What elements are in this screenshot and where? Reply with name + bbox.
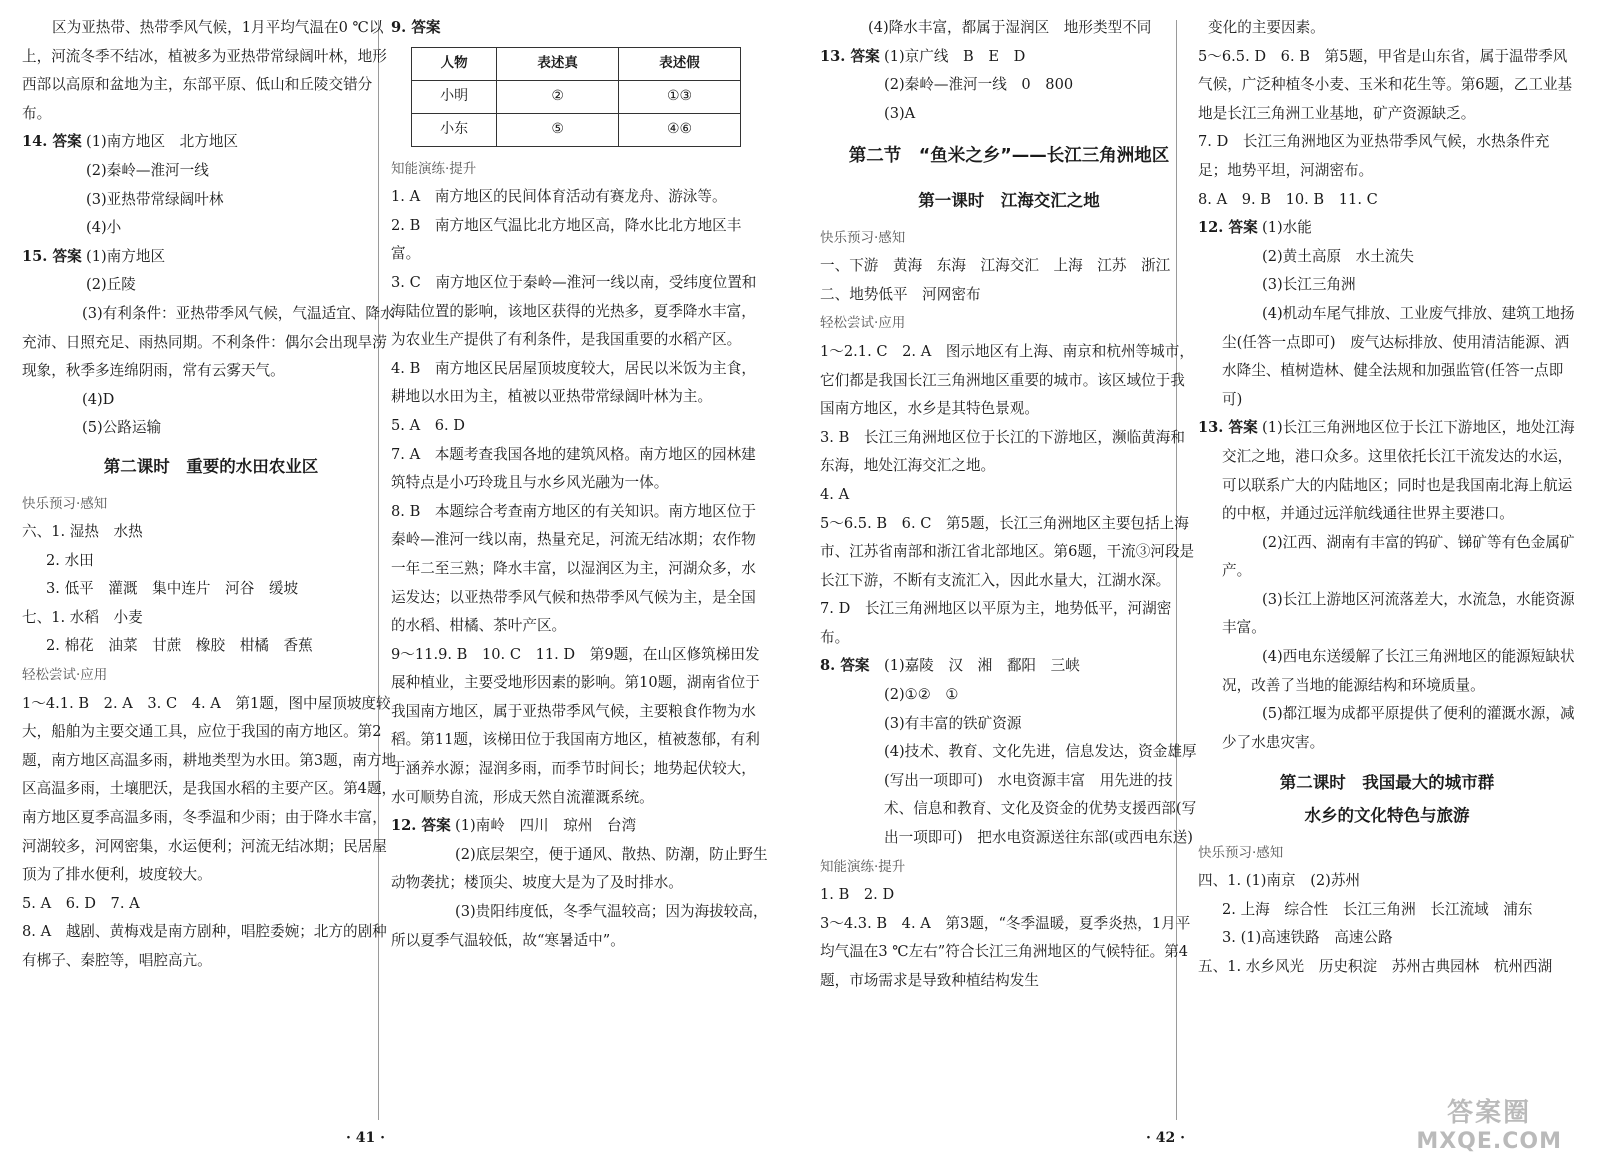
text-line: (4)降水丰富，都属于湿润区 地形类型不同	[868, 19, 1152, 36]
table-row	[412, 80, 741, 113]
table-cell: ⑤	[497, 113, 619, 146]
text-line: 3～4.3. B 4. A 第3题，“冬季温暖，夏季炎热，1月平均气温在3 ℃左右”符合长江三角洲地区的气候特征。第4题，市场需求是导致种植结构发生	[820, 914, 1191, 989]
text-line: (1)南方地区 北方地区	[86, 133, 239, 151]
section-label: 知能演练·提升	[391, 160, 477, 177]
table-header: 表述真	[497, 47, 619, 80]
text-line: 2. B 南方地区气温比北方地区高，降水比北方地区丰富。	[391, 216, 742, 263]
section-label: 快乐预习·感知	[1198, 844, 1284, 861]
text-line: (4)机动车尾气排放、工业废气排放、建筑工地扬尘(任答一点即可) 废气达标排放、使用清洁能源、洒水降尘、植树造林、健全法规和加强监管(任答一点即可)	[1222, 304, 1575, 408]
watermark-line-2: MXQE.COM	[1416, 1129, 1562, 1154]
text-line: (2)丘陵	[86, 276, 136, 294]
text-line: (2)①② ①	[884, 686, 959, 704]
text-line: 8. A 越剧、黄梅戏是南方剧种，唱腔委婉；北方的剧种有梆子、秦腔等，唱腔高亢。	[22, 923, 387, 969]
text-line: 7. D 长江三角洲地区为亚热带季风气候，水热条件充足；地势平坦，河湖密布。	[1198, 133, 1550, 179]
text-line: (1)南方地区	[86, 247, 166, 265]
column-2	[391, 14, 769, 955]
text-line: 4. A	[820, 485, 850, 503]
table-cell: ①③	[619, 80, 741, 113]
watermark-line-1: 答案圈	[1447, 1098, 1532, 1128]
text-line: 六、1. 湿热 水热	[22, 523, 143, 541]
lesson-title: 第二课时 重要的水田农业区	[103, 456, 319, 476]
text-line: 5～6.5. D 6. B 第5题，甲省是山东省，属于温带季风气候，广泛种植冬小麦、玉米和花生等。第6题，乙工业基地是长江三角洲工业基地，矿产资源缺乏。	[1198, 47, 1573, 122]
text-line: 七、1. 水稻 小麦	[22, 608, 143, 626]
lesson-subtitle: 水乡的文化特色与旅游	[1304, 806, 1470, 826]
text-line: (3)长江上游地区河流落差大，水流急，水能资源丰富。	[1222, 590, 1575, 637]
text-line: (4)西电东送缓解了长江三角洲地区的能源短缺状况，改善了当地的能源结构和环境质量。	[1222, 648, 1575, 694]
text-line: 变化的主要因素。	[1208, 19, 1325, 36]
text-line: 7. A 本题考查我国各地的建筑风格。南方地区的园林建筑特点是小巧玲珑且与水乡风光融为一体。	[391, 445, 756, 492]
answer-heading: 12. 答案	[391, 817, 451, 835]
table-row	[412, 113, 741, 146]
column-1	[22, 14, 400, 976]
text-line: (3)贵阳纬度低，冬季气温较高；因为海拔较高，所以夏季气温较低，故“寒暑适中”。	[391, 903, 768, 949]
answer-heading: 9. 答案	[391, 19, 441, 36]
text-line: (5)都江堰为成都平原提供了便利的灌溉水源，减少了水患灾害。	[1222, 705, 1575, 751]
text-line: (2)江西、湖南有丰富的钨矿、锑矿等有色金属矿产。	[1222, 533, 1575, 580]
text-line: (4)D	[82, 390, 115, 408]
section-label: 轻松尝试·应用	[22, 667, 108, 684]
text-line: (2)底层架空，便于通风、散热、防潮，防止野生动物袭扰；楼顶尖、坡度大是为了及时排水。	[391, 845, 768, 892]
table-header: 人物	[412, 47, 497, 80]
answer-heading: 8. 答案	[820, 657, 870, 675]
text-line: (1)水能	[1262, 219, 1312, 237]
section-label: 快乐预习·感知	[820, 229, 906, 246]
text-line: 2. 棉花 油菜 甘蔗 橡胶 柑橘 香蕉	[46, 637, 313, 655]
text-line: 3. C 南方地区位于秦岭—淮河一线以南，受纬度位置和海陆位置的影响，该地区获得的光热多，夏季降水丰富，为农业生产提供了有利条件，是我国重要的水稻产区。	[391, 273, 757, 349]
text-line: 1～2.1. C 2. A 图示地区有上海、南京和杭州等城市，它们都是我国长江三角洲地区重要的城市。该区域位于我国南方地区，水乡是其特色景观。	[820, 342, 1194, 418]
text-line: 区为亚热带、热带季风气候，1月平均气温在0 ℃以上，河流冬季不结冰，植被多为亚热带常绿阔叶林，地形西部以高原和盆地为主，东部平原、低山和丘陵交错分布。	[22, 19, 387, 122]
text-line: (2)黄土高原 水土流失	[1262, 247, 1415, 265]
answer-table	[411, 47, 741, 147]
text-line: (1)京广线 B E D	[884, 47, 1026, 65]
section-label: 快乐预习·感知	[22, 495, 108, 512]
column-3	[820, 14, 1198, 996]
text-line: 3. (1)高速铁路 高速公路	[1222, 929, 1393, 947]
text-line: 3. 低平 灌溉 集中连片 河谷 缓坡	[46, 580, 299, 598]
text-line: 四、1. (1)南京 (2)苏州	[1198, 872, 1361, 890]
text-line: (1)长江三角洲地区位于长江下游地区，地处江海交汇之地，港口众多。这里依托长江干流发达的水运，可以联系广大的内陆地区；同时也是我国南北海上航运的中枢，并通过远洋航线通往世界主要港口。	[1222, 419, 1575, 523]
table-cell: 小明	[412, 80, 497, 113]
text-line: 3. B 长江三角洲地区位于长江的下游地区，濒临黄海和东海，地处江海交汇之地。	[820, 428, 1185, 475]
text-line: (2)秦岭—淮河一线 0 800	[884, 76, 1074, 94]
text-line: (2)秦岭—淮河一线	[86, 161, 209, 179]
text-line: 1. A 南方地区的民间体育活动有赛龙舟、游泳等。	[391, 188, 727, 206]
text-line: 五、1. 水乡风光 历史积淀 苏州古典园林 杭州西湖	[1198, 958, 1553, 975]
text-line: 5. A 6. D	[391, 416, 465, 434]
lesson-title: 第一课时 江海交汇之地	[918, 190, 1100, 210]
text-line: (5)公路运输	[82, 419, 162, 437]
text-line: 二、地势低平 河网密布	[820, 285, 981, 303]
section-label: 轻松尝试·应用	[820, 315, 906, 332]
text-line: 5. A 6. D 7. A	[22, 894, 140, 912]
section-title: 第二节 “鱼米之乡”——长江三角洲地区	[848, 146, 1170, 167]
text-line: 2. 水田	[46, 551, 94, 569]
text-line: 1. B 2. D	[820, 886, 895, 904]
answer-heading: 14. 答案	[22, 133, 82, 151]
table-cell: ②	[497, 80, 619, 113]
lesson-title: 第二课时 我国最大的城市群	[1279, 773, 1495, 793]
answer-heading: 13. 答案	[820, 47, 880, 65]
answer-heading: 13. 答案	[1198, 419, 1258, 437]
column-4	[1198, 14, 1576, 982]
table-cell: ④⑥	[619, 113, 741, 146]
text-line: (3)亚热带常绿阔叶林	[86, 190, 224, 208]
text-line: 8. A 9. B 10. B 11. C	[1198, 190, 1378, 208]
text-line: (1)南岭 四川 琼州 台湾	[455, 817, 637, 835]
answer-heading: 15. 答案	[22, 247, 82, 265]
text-line: (3)有利条件：亚热带季风气候，气温适宜、降水充沛、日照充足、雨热同期。不利条件：偶尔会出现旱涝现象，秋季多连绵阴雨，常有云雾天气。	[22, 304, 395, 380]
section-label: 知能演练·提升	[820, 858, 906, 875]
text-line: 8. B 本题综合考查南方地区的有关知识。南方地区位于秦岭—淮河一线以南，热量充足，河流无结冰期；农作物一年二至三熟；降水丰富，以湿润区为主，河湖众多，水运发达；以亚热带季风气候和热带季风气候为主，是全国的水稻、柑橘、茶叶产区。	[391, 502, 756, 635]
text-line: 一、下游 黄海 东海 江海交汇 上海 江苏 浙江	[820, 257, 1171, 275]
text-line: (3)A	[884, 104, 916, 122]
text-line: (3)长江三角洲	[1262, 276, 1356, 294]
page-number-right: · 42 ·	[1146, 1130, 1185, 1146]
page-number-left: · 41 ·	[346, 1130, 385, 1146]
text-line: (1)嘉陵 汉 湘 鄱阳 三峡	[884, 657, 1080, 675]
text-line: 7. D 长江三角洲地区以平原为主，地势低平，河湖密布。	[820, 600, 1172, 646]
table-header-row	[412, 47, 741, 80]
text-line: 5～6.5. B 6. C 第5题，长江三角洲地区主要包括上海市、江苏省南部和浙江省北部地区。第6题，干流③河段是长江下游，不断有支流汇入，因此水量大，江湖水深。	[820, 514, 1195, 589]
text-line: 1～4.1. B 2. A 3. C 4. A 第1题，图中屋顶坡度较大，船舶为主要交通工具，应位于我国的南方地区。第2题，南方地区高温多雨，耕地类型为水田。第3题，南方地区高温多雨，土壤肥沃，是我国水稻的主要产区。第4题，南方地区夏季高温多雨，冬季温和少雨；由于降水丰富，河湖较多，河网密集，水运便利；河流无结冰期；民居屋顶为了排水便利，坡度较大。	[22, 694, 397, 884]
text-line: (4)小	[86, 219, 122, 237]
text-line: 9～11.9. B 10. C 11. D 第9题，在山区修筑梯田发展种植业，主要受地形因素的影响。第10题，湖南省位于我国南方地区，属于亚热带季风气候，主要粮食作物为水稻。第11题，该梯田位于我国南方地区，植被葱郁，有利于涵养水源；湿润多雨，而季节时间长；地势起伏较大，水可顺势自流，形成天然自流灌溉系统。	[391, 645, 760, 806]
table-header: 表述假	[619, 47, 741, 80]
watermark	[1416, 1092, 1562, 1154]
text-line: 4. B 南方地区民居屋顶坡度较大，居民以米饭为主食，耕地以水田为主，植被以亚热带常绿阔叶林为主。	[391, 359, 756, 406]
text-line: (4)技术、教育、文化先进，信息发达，资金雄厚(写出一项即可) 水电资源丰富 用先进的技术、信息和教育、文化及资金的优势支援西部(写出一项即可) 把水电资源送往东部(或西电东送)	[884, 743, 1197, 847]
table-cell: 小东	[412, 113, 497, 146]
text-line: (3)有丰富的铁矿资源	[884, 714, 1022, 732]
answer-heading: 12. 答案	[1198, 219, 1258, 237]
text-line: 2. 上海 综合性 长江三角洲 长江流域 浦东	[1222, 900, 1533, 918]
